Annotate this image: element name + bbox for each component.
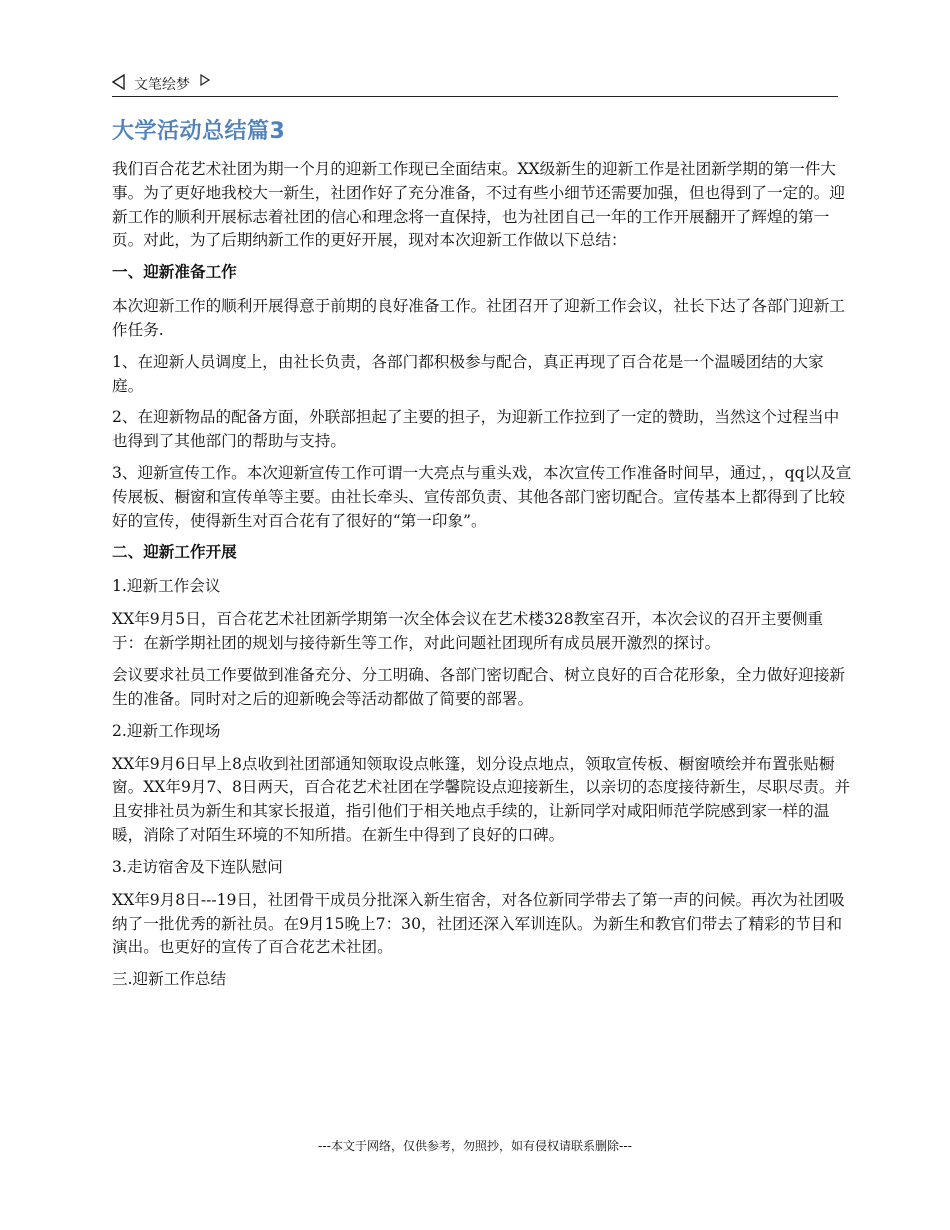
document-body [112,158,852,1001]
section-heading-1: 一、迎新准备工作 [112,263,237,282]
page-header [112,70,838,97]
header-brand: 文笔绘梦 [134,77,190,93]
section-heading-2: 二、迎新工作开展 [112,543,237,562]
paragraph: 1、在迎新人员调度上，由社长负责，各部门都积极参与配合，真正再现了百合花是一个温暖团结的大家庭。 [112,352,824,395]
subheading: 三.迎新工作总结 [112,970,227,989]
subheading: 2.迎新工作现场 [112,721,221,740]
left-triangle-icon [112,74,126,90]
paragraph-intro: 我们百合花艺术社团为期一个月的迎新工作现已全面结束。XX级新生的迎新工作是社团新学期的第一件大事。为了更好地我校大一新生，社团作好了充分准备，不过有些小细节还需要加强，但也得到了一定的。迎新工作的顺利开展标志着社团的信心和理念将一直保持，也为社团自己一年的工作开展翻开了辉煌的第一页。对此，为了后期纳新工作的更好开展，现对本次迎新工作做以下总结： [112,160,845,250]
paragraph: XX年9月6日早上8点收到社团部通知领取设点帐篷，划分设点地点，领取宣传板、橱窗喷绘并布置张贴橱窗。XX年9月7、8日两天，百合花艺术社团在学馨院设点迎接新生，以亲切的态度接待新生，尽职尽责。并且安排社员为新生和其家长报道，指引他们于相关地点手续的，让新同学对咸阳师范学院感到家一样的温暖，消除了对陌生环境的不知所措。在新生中得到了良好的口碑。 [112,754,851,844]
document-title: 大学活动总结篇3 [112,119,286,144]
paragraph: XX年9月5日，百合花艺术社团新学期第一次全体会议在艺术楼328教室召开，本次会议的召开主要侧重于：在新学期社团的规划与接待新生等工作，对此问题社团现所有成员展开激烈的探讨。 [112,610,824,653]
paragraph: 2、在迎新物品的配备方面，外联部担起了主要的担子，为迎新工作拉到了一定的赞助，当然这个过程当中也得到了其他部门的帮助与支持。 [112,408,840,451]
paragraph: XX年9月8日---19日，社团骨干成员分批深入新生宿舍，对各位新同学带去了第一声的问候。再次为社团吸纳了一批优秀的新社员。在9月15晚上7：30，社团还深入军训连队。为新生和教官们带去了精彩的节目和演出。也更好的宣传了百合花艺术社团。 [112,890,845,957]
paragraph: 3、迎新宣传工作。本次迎新宣传工作可谓一大亮点与重头戏，本次宣传工作准备时间早，通过，，qq以及宣传展板、橱窗和宣传单等主要。由社长牵头、宣传部负责、其他各部门密切配合。宣传基本上都得到了比较好的宣传，使得新生对百合花有了很好的“第一印象”。 [112,463,852,530]
subheading: 1.迎新工作会议 [112,577,221,596]
page-footer: ---本文于网络，仅供参考，勿照抄，如有侵权请联系删除--- [318,1139,632,1153]
subheading: 3.走访宿舍及下连队慰问 [112,857,283,876]
paragraph: 本次迎新工作的顺利开展得意于前期的良好准备工作。社团召开了迎新工作会议，社长下达了各部门迎新工作任务. [112,297,845,339]
right-triangle-icon [200,74,210,86]
paragraph: 会议要求社员工作要做到准备充分、分工明确、各部门密切配合、树立良好的百合花形象，全力做好迎接新生的准备。同时对之后的迎新晚会等活动都做了简要的部署。 [112,665,845,708]
